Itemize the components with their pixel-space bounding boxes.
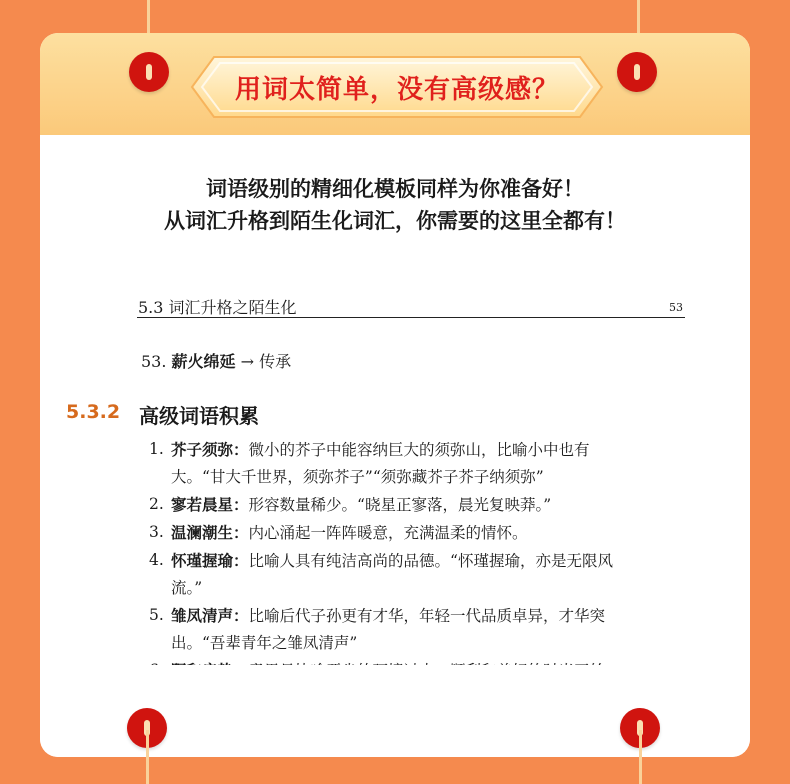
section-number: 5.3.2 [66,401,121,423]
item-text: 微小的芥子中能容纳巨大的须弥山，比喻小中也有 [248,441,590,459]
previous-item-result: 传承 [259,352,292,371]
pin-hole-icon [146,64,152,80]
list-item [149,436,694,491]
item-term: 雏凤清声： [171,606,249,625]
item-text: 大。“甘大千世界，须弥芥子”“须弥藏芥子芥子纳须弥” [171,468,544,486]
subtitle-line-2: 从词汇升格到陌生化词汇，你需要的这里全都有！ [164,209,626,233]
item-term: 寥若晨星： [171,495,249,514]
running-header: 5.3 词汇升格之陌生化 [138,298,297,317]
item-text: 出。“吾辈青年之雏凤清声” [171,634,358,652]
list-item [149,519,694,547]
list-item [149,602,694,657]
item-number: 5. [149,606,164,624]
item-text: 比喻人具有纯洁高尚的品德。“怀瑾握瑜，亦是无限风 [248,552,613,570]
arrow-icon: → [240,352,255,371]
item-number: 1. [149,440,164,458]
previous-item-term: 薪火绵延 [171,352,236,371]
subtitle-line-1: 词语级别的精细化模板同样为你准备好！ [206,177,584,201]
banner-title: 用词太简单，没有高级感？ [234,74,559,105]
hanging-string-bottom-left [146,730,149,784]
pin-hole-icon [634,64,640,80]
item-text: 内心涌起一阵阵暖意，充满温柔的情怀。 [248,524,528,542]
hanging-string-bottom-right [639,730,642,784]
item-term: 怀瑾握瑜： [171,551,249,570]
section-title: 高级词语积累 [139,404,259,428]
previous-list-item [141,349,291,372]
previous-item-number: 53. [141,352,167,371]
header-rule [137,317,685,318]
list-item [149,491,694,519]
item-number: 2. [149,495,164,513]
item-number: 4. [149,551,164,569]
content-card [40,33,750,757]
item-term: 芥子须弥： [171,440,249,459]
item-text: 比喻后代子孙更有才华，年轻一代品质卓异，才华突 [248,607,606,625]
page-number: 53 [669,301,683,314]
item-text: 形容数量稀少。“晓星正寥落，晨光复映莽。” [248,496,552,514]
pin-top-left [129,52,169,92]
list-item [149,547,694,602]
title-banner [190,55,604,119]
item-text: 流。” [171,579,203,597]
item-term: 温澜潮生： [171,523,249,542]
pin-top-right [617,52,657,92]
item-number: 3. [149,523,164,541]
vocabulary-list [149,436,694,685]
